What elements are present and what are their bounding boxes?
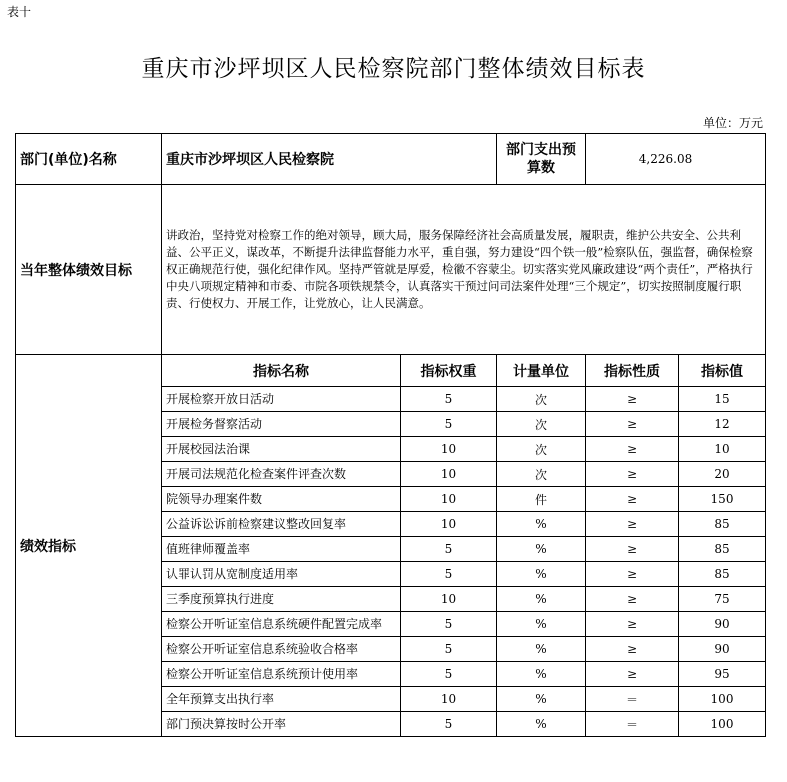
indicator-value: 75 bbox=[679, 587, 766, 612]
dept-name-label: 部门(单位)名称 bbox=[16, 134, 162, 185]
indicator-name: 值班律师覆盖率 bbox=[162, 537, 401, 562]
indicator-nature: ≥ bbox=[586, 662, 679, 687]
unit-label: 单位：万元 bbox=[702, 116, 763, 130]
header-unit: 计量单位 bbox=[497, 355, 586, 387]
indicator-nature: ≥ bbox=[586, 612, 679, 637]
indicator-name: 院领导办理案件数 bbox=[162, 487, 401, 512]
indicator-value: 12 bbox=[679, 412, 766, 437]
indicator-unit: 次 bbox=[497, 462, 586, 487]
indicator-name: 开展校园法治课 bbox=[162, 437, 401, 462]
indicator-value: 85 bbox=[679, 562, 766, 587]
indicator-nature: ＝ bbox=[586, 712, 679, 737]
indicator-unit: % bbox=[497, 587, 586, 612]
indicator-nature: ≥ bbox=[586, 537, 679, 562]
indicator-weight: 5 bbox=[401, 412, 497, 437]
indicator-value: 150 bbox=[679, 487, 766, 512]
indicator-value: 95 bbox=[679, 662, 766, 687]
indicator-weight: 10 bbox=[401, 487, 497, 512]
indicator-value: 90 bbox=[679, 637, 766, 662]
indicator-name: 开展司法规范化检查案件评查次数 bbox=[162, 462, 401, 487]
indicator-name: 部门预决算按时公开率 bbox=[162, 712, 401, 737]
indicator-value: 100 bbox=[679, 687, 766, 712]
indicator-value: 85 bbox=[679, 537, 766, 562]
indicator-name: 认罪认罚从宽制度适用率 bbox=[162, 562, 401, 587]
table-tag: 表十 bbox=[7, 5, 32, 19]
indicator-value: 10 bbox=[679, 437, 766, 462]
indicator-weight: 5 bbox=[401, 387, 497, 412]
indicator-nature: ≥ bbox=[586, 412, 679, 437]
indicator-value: 100 bbox=[679, 712, 766, 737]
indicator-nature: ＝ bbox=[586, 687, 679, 712]
indicator-weight: 10 bbox=[401, 437, 497, 462]
indicator-nature: ≥ bbox=[586, 587, 679, 612]
header-value: 指标值 bbox=[679, 355, 766, 387]
indicator-name: 开展检务督察活动 bbox=[162, 412, 401, 437]
indicator-unit: 次 bbox=[497, 412, 586, 437]
indicator-nature: ≥ bbox=[586, 487, 679, 512]
indicator-value: 15 bbox=[679, 387, 766, 412]
indicator-nature: ≥ bbox=[586, 462, 679, 487]
indicator-unit: % bbox=[497, 612, 586, 637]
header-nature: 指标性质 bbox=[586, 355, 679, 387]
budget-value: 4,226.08 bbox=[586, 134, 766, 185]
indicator-unit: 次 bbox=[497, 437, 586, 462]
indicator-unit: 件 bbox=[497, 487, 586, 512]
indicator-nature: ≥ bbox=[586, 562, 679, 587]
indicator-unit: 次 bbox=[497, 387, 586, 412]
indicator-weight: 5 bbox=[401, 612, 497, 637]
indicator-unit: % bbox=[497, 537, 586, 562]
indicator-nature: ≥ bbox=[586, 387, 679, 412]
perf-label: 绩效指标 bbox=[16, 355, 162, 737]
indicator-unit: % bbox=[497, 662, 586, 687]
indicator-nature: ≥ bbox=[586, 637, 679, 662]
indicator-weight: 10 bbox=[401, 512, 497, 537]
indicator-weight: 5 bbox=[401, 712, 497, 737]
indicator-weight: 5 bbox=[401, 662, 497, 687]
indicator-unit: % bbox=[497, 712, 586, 737]
indicator-value: 90 bbox=[679, 612, 766, 637]
indicator-unit: % bbox=[497, 562, 586, 587]
indicator-name: 检察公开听证室信息系统验收合格率 bbox=[162, 637, 401, 662]
indicator-value: 85 bbox=[679, 512, 766, 537]
indicator-name: 开展检察开放日活动 bbox=[162, 387, 401, 412]
indicator-nature: ≥ bbox=[586, 437, 679, 462]
indicator-weight: 10 bbox=[401, 587, 497, 612]
indicator-weight: 10 bbox=[401, 687, 497, 712]
budget-label: 部门支出预算数 bbox=[497, 134, 586, 185]
header-weight: 指标权重 bbox=[401, 355, 497, 387]
goal-label: 当年整体绩效目标 bbox=[16, 185, 162, 355]
indicator-unit: % bbox=[497, 512, 586, 537]
indicator-value: 20 bbox=[679, 462, 766, 487]
indicator-weight: 5 bbox=[401, 537, 497, 562]
indicator-unit: % bbox=[497, 687, 586, 712]
indicator-nature: ≥ bbox=[586, 512, 679, 537]
indicator-name: 公益诉讼诉前检察建议整改回复率 bbox=[162, 512, 401, 537]
dept-name-value: 重庆市沙坪坝区人民检察院 bbox=[162, 134, 497, 185]
indicator-weight: 10 bbox=[401, 462, 497, 487]
indicator-unit: % bbox=[497, 637, 586, 662]
indicator-name: 全年预算支出执行率 bbox=[162, 687, 401, 712]
goal-text: 讲政治，坚持党对检察工作的绝对领导，顾大局，服务保障经济社会高质量发展，履职责，维护公共安全、公共利益、公平正义，谋改革，不断提升法律监督能力水平，重自强，努力建设“四个铁一般”检察队伍，强监督，确保检察权正确规范行使，强化纪律作风。坚持严管就是厚爱，检徽不容蒙尘。切实落实党风廉政建设“两个责任”，严格执行中央八项规定精神和市委、市院各项铁规禁令，认真落实干预过问司法案件处理“三个规定”，切实按照制度履行职责、行使权力、开展工作，让党放心，让人民满意。 bbox=[162, 185, 766, 355]
indicator-weight: 5 bbox=[401, 562, 497, 587]
page-title: 重庆市沙坪坝区人民检察院部门整体绩效目标表 bbox=[141, 56, 646, 82]
indicator-name: 检察公开听证室信息系统预计使用率 bbox=[162, 662, 401, 687]
indicator-weight: 5 bbox=[401, 637, 497, 662]
performance-table bbox=[15, 133, 766, 737]
header-name: 指标名称 bbox=[162, 355, 401, 387]
indicator-name: 三季度预算执行进度 bbox=[162, 587, 401, 612]
indicator-name: 检察公开听证室信息系统硬件配置完成率 bbox=[162, 612, 401, 637]
